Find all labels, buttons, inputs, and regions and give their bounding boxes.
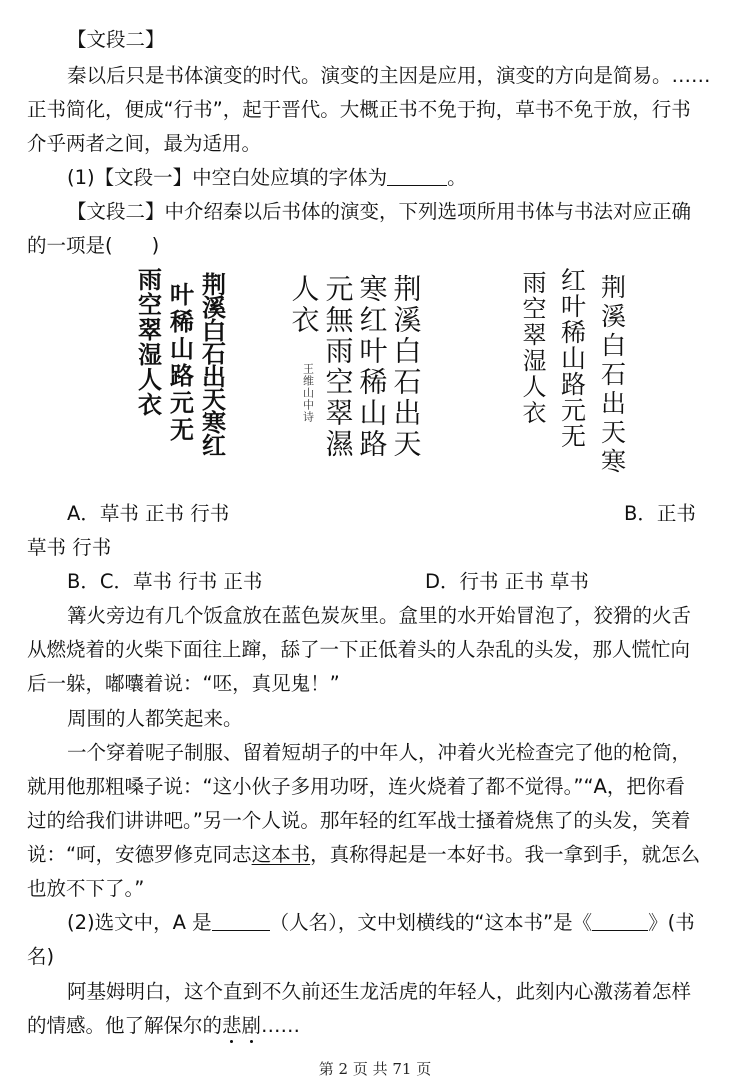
question-1-line-1 <box>67 163 467 193</box>
story-p3-line-5: 也放不下了。” <box>27 877 145 900</box>
story-p1-line-3: 后一躲，嘟囔着说：“呸，真见鬼！” <box>27 672 340 695</box>
answer-blank-name[interactable] <box>212 910 270 931</box>
calligraphy-image-running <box>510 262 630 487</box>
calligraphy-mid-col-4: 人衣 <box>288 274 321 336</box>
story2-line-2-start: 的情感。他了解保尔的 <box>27 1014 223 1037</box>
calligraphy-right-col-2: 红叶稀山路元无 <box>557 267 587 449</box>
question-1-period: 。 <box>447 166 467 189</box>
question-2-middle: （人名），文中划横线的“这本书”是《 <box>269 911 593 934</box>
question-1-line-3: 的一项是( ) <box>27 234 160 257</box>
story-p3-line-4-end: ，真称得起是一本好书。我一拿到手，就怎么 <box>310 843 701 866</box>
story-p2: 周围的人都笑起来。 <box>67 707 243 730</box>
passage2-heading: 【文段二】 <box>67 28 165 51</box>
ellipsis: …… <box>261 1014 301 1037</box>
story2-line-2 <box>27 1011 300 1041</box>
question-1-text: (1)【文段一】中空白处应填的字体为 <box>67 166 388 189</box>
option-d[interactable]: D．行书 正书 草书 <box>425 570 589 593</box>
answer-blank-book[interactable] <box>592 910 648 931</box>
passage2-line-1: 秦以后只是书体演变的时代。演变的主因是应用，演变的方向是简易。…… <box>67 64 711 87</box>
question-2-end: 》(书 <box>648 911 695 934</box>
option-a[interactable]: A．草书 正书 行书 <box>67 502 230 525</box>
question-2-line-1 <box>67 908 695 938</box>
calligraphy-right-col-3: 雨空翠湿人衣 <box>518 270 546 426</box>
question-2-line-2: 名) <box>27 945 55 968</box>
story-p1-line-2: 从燃烧着的火柴下面往上蹿，舔了一下正低着头的人杂乱的头发，那人慌忙向 <box>27 638 691 661</box>
answer-blank[interactable] <box>387 165 447 186</box>
calligraphy-mid-col-1: 荆溪白石出天 <box>389 274 423 460</box>
option-c[interactable]: B．C．草书 行书 正书 <box>67 570 263 593</box>
calligraphy-right-col-1: 荆溪白石出天寒 <box>597 274 627 477</box>
passage2-line-3: 介乎两者之间，最为适用。 <box>27 132 262 155</box>
calligraphy-left-col-2: 叶稀山路元无 <box>165 282 195 444</box>
story-p1-line-1: 篝火旁边有几个饭盒放在蓝色炭灰里。盒里的水开始冒泡了，狡猾的火舌 <box>67 604 692 627</box>
story-p3-line-1: 一个穿着呢子制服、留着短胡子的中年人，冲着火光检查完了他的枪筒， <box>67 741 692 764</box>
calligraphy-image-regular <box>288 268 428 478</box>
option-b-continued: 草书 行书 <box>27 536 112 559</box>
passage2-line-2: 正书简化，便成“行书”，起于晋代。大概正书不免于拘，草书不免于放，行书 <box>27 98 691 121</box>
question-2-start: (2)选文中，A 是 <box>67 911 212 934</box>
emphasis-char-1: 悲 <box>222 1014 242 1037</box>
option-b[interactable]: B．正书 <box>624 502 696 525</box>
calligraphy-mid-col-3: 元無雨空翠濕 <box>321 274 355 460</box>
calligraphy-signature: 王维山中诗 <box>301 363 315 423</box>
emphasis-char-2: 剧 <box>241 1014 262 1037</box>
calligraphy-image-cursive <box>130 262 240 482</box>
story-p3-line-2: 就用他那粗嗓子说：“这小伙子多用功呀，连火烧着了都不觉得。”“A，把你看 <box>27 775 685 798</box>
calligraphy-mid-col-2: 寒红叶稀山路 <box>355 274 389 460</box>
question-1-line-2: 【文段二】中介绍秦以后书体的演变，下列选项所用书体与书法对应正确 <box>67 200 692 223</box>
page-footer: 第 2 页 共 71 页 <box>318 1060 432 1078</box>
underlined-this-book: 这本书 <box>251 843 311 866</box>
story-p3-line-4-start: 说：“呵，安德罗修克同志 <box>27 843 252 866</box>
calligraphy-left-col-1: 荆溪白石出天寒红 <box>197 272 227 456</box>
calligraphy-left-col-3: 雨空翠湿人衣 <box>133 267 163 417</box>
story2-line-1: 阿基姆明白，这个直到不久前还生龙活虎的年轻人，此刻内心激荡着怎样 <box>67 980 692 1003</box>
story-p3-line-4 <box>27 840 700 870</box>
story-p3-line-3: 过的给我们讲讲吧。”另一个人说。那年轻的红军战士搔着烧焦了的头发，笑着 <box>27 809 691 832</box>
